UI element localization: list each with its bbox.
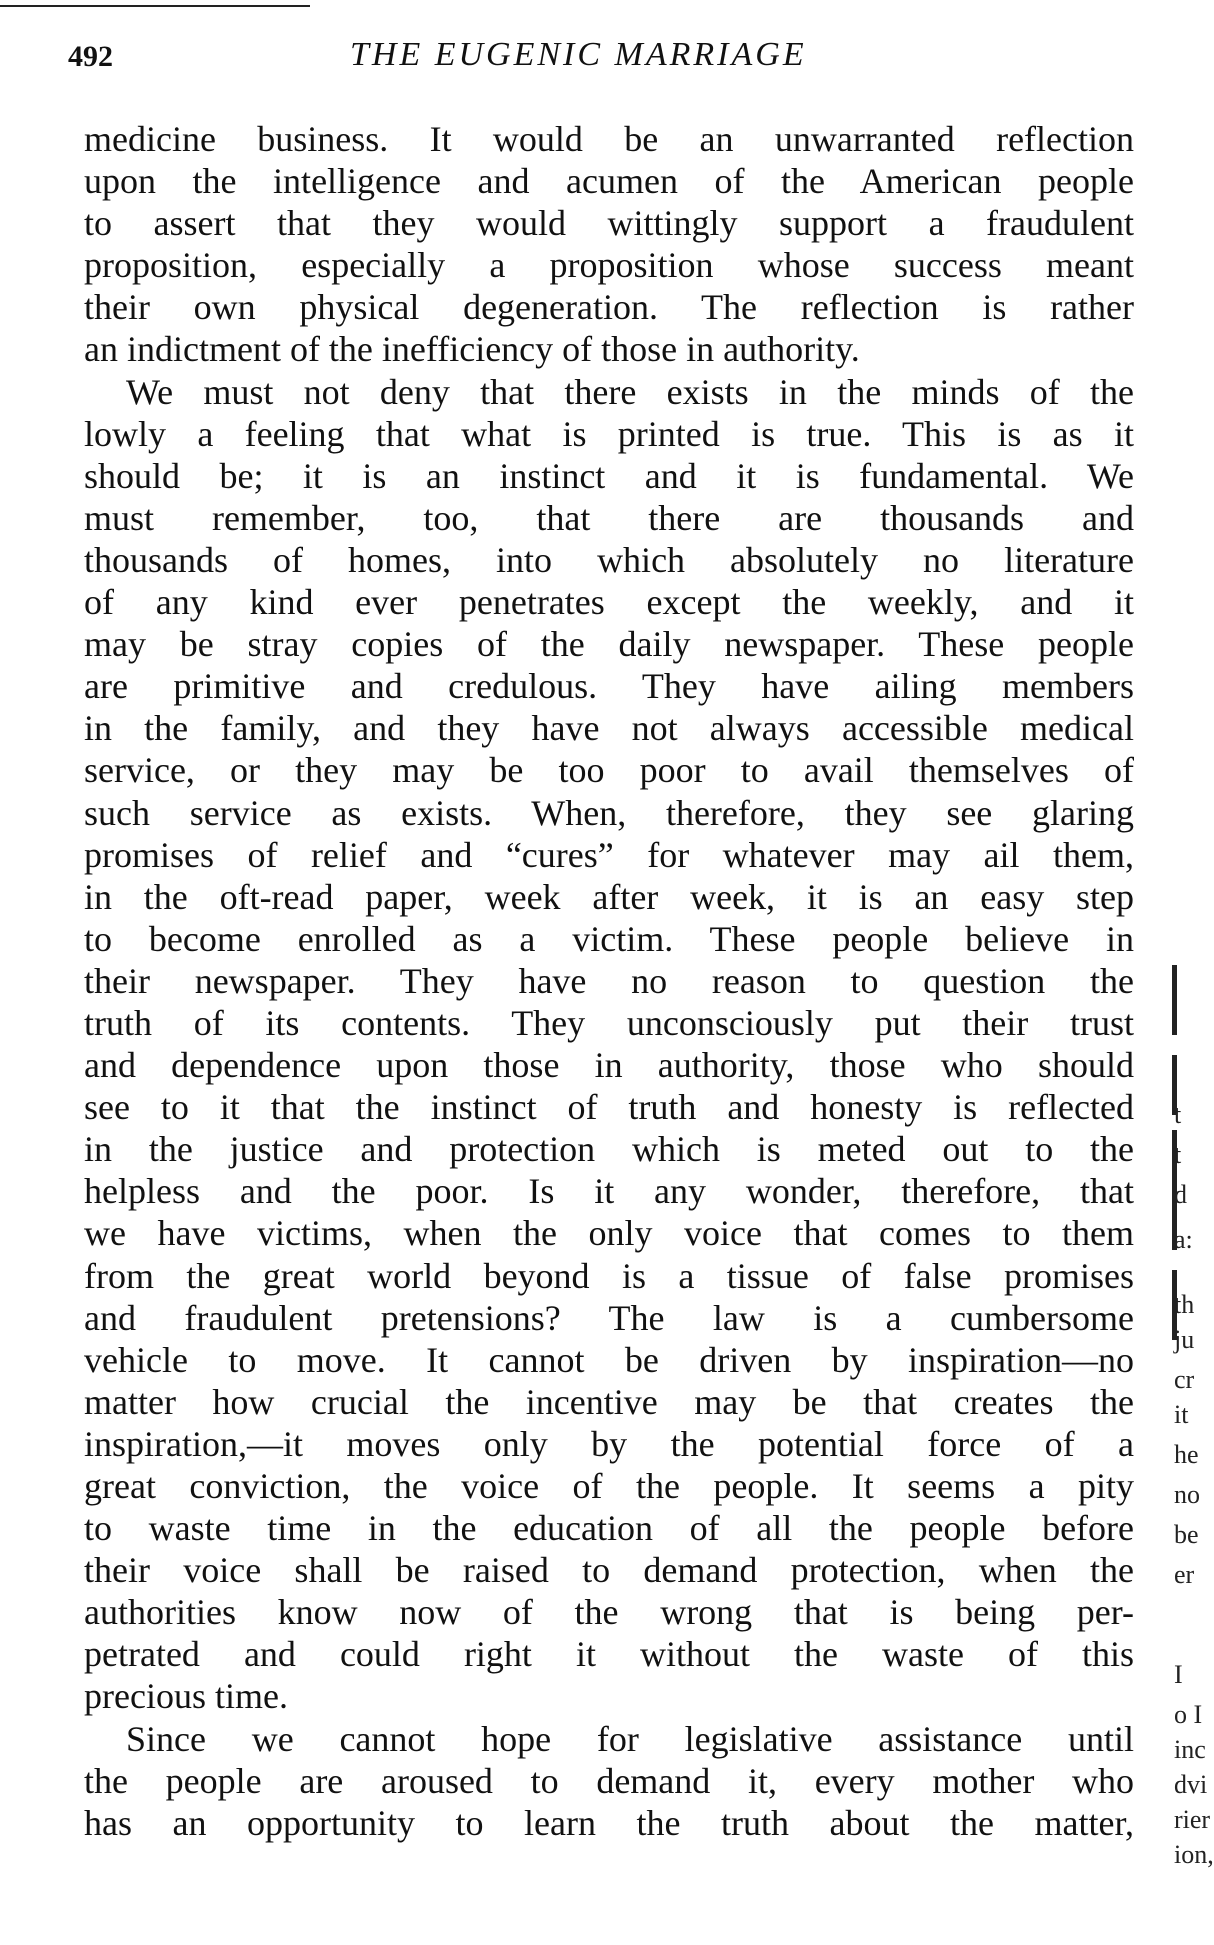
text-line: Since we cannot hope for legislative assistance until bbox=[126, 1718, 1134, 1759]
adjacent-page-fragment: I bbox=[1174, 1660, 1183, 1689]
text-line: are primitive and credulous. They have ailing members bbox=[84, 666, 1134, 707]
text-line: to become enrolled as a victim. These people believe in bbox=[84, 918, 1134, 959]
adjacent-page-fragment: t bbox=[1174, 1100, 1182, 1129]
running-head-title: THE EUGENIC MARRIAGE bbox=[350, 36, 807, 73]
text-line: we have victims, when the only voice that comes to them bbox=[84, 1213, 1134, 1254]
page-number: 492 bbox=[68, 40, 113, 73]
text-line: of any kind ever penetrates except the weekly, and it bbox=[84, 582, 1134, 623]
text-line: promises of relief and “cures” for whatever may ail them, bbox=[84, 834, 1134, 875]
text-line: may be stray copies of the daily newspaper. These people bbox=[84, 624, 1134, 665]
top-rule bbox=[0, 5, 310, 7]
text-line: lowly a feeling that what is printed is true. This is as it bbox=[84, 413, 1134, 454]
adjacent-page-fragment: th bbox=[1174, 1290, 1195, 1319]
text-line: their own physical degeneration. The reflection is rather bbox=[84, 287, 1134, 328]
adjacent-page-fragment: ju bbox=[1174, 1325, 1195, 1354]
adjacent-page-fragment: he bbox=[1174, 1440, 1199, 1469]
text-line: and dependence upon those in authority, those who should bbox=[84, 1045, 1134, 1086]
text-line: in the justice and protection which is meted out to the bbox=[84, 1129, 1134, 1170]
text-line: inspiration,—it moves only by the potential force of a bbox=[84, 1423, 1134, 1464]
adjacent-page-fragment: no bbox=[1174, 1480, 1200, 1509]
text-line: their voice shall be raised to demand protection, when the bbox=[84, 1550, 1134, 1591]
text-line: to assert that they would wittingly support a fraudulent bbox=[84, 203, 1134, 244]
text-line: in the family, and they have not always accessible medical bbox=[84, 708, 1134, 749]
text-line: an indictment of the inefficiency of those in authority. bbox=[84, 329, 860, 370]
text-line: matter how crucial the incentive may be that creates the bbox=[84, 1381, 1134, 1422]
text-line: We must not deny that there exists in the minds of the bbox=[126, 371, 1134, 412]
text-line: helpless and the poor. Is it any wonder, therefore, that bbox=[84, 1171, 1134, 1212]
text-line: petrated and could right it without the waste of this bbox=[84, 1634, 1134, 1675]
adjacent-page-fragment: rier bbox=[1174, 1805, 1211, 1834]
text-line: has an opportunity to learn the truth about the matter, bbox=[84, 1802, 1134, 1843]
text-line: upon the intelligence and acumen of the American people bbox=[84, 161, 1134, 202]
adjacent-page-fragment: dvi bbox=[1174, 1770, 1208, 1799]
adjacent-page-fragment: er bbox=[1174, 1560, 1195, 1589]
text-line: precious time. bbox=[84, 1676, 288, 1717]
text-line: should be; it is an instinct and it is fundamental. We bbox=[84, 455, 1134, 496]
adjacent-page-fragment: a: bbox=[1174, 1225, 1193, 1254]
text-line: in the oft-read paper, week after week, it is an easy step bbox=[84, 876, 1134, 917]
text-line: proposition, especially a proposition whose success meant bbox=[84, 245, 1134, 286]
adjacent-page-fragment: cr bbox=[1174, 1365, 1195, 1394]
text-line: such service as exists. When, therefore, they see glaring bbox=[84, 792, 1134, 833]
margin-bar bbox=[1172, 965, 1177, 1035]
text-line: see to it that the instinct of truth and honesty is reflected bbox=[84, 1087, 1134, 1128]
text-line: their newspaper. They have no reason to question the bbox=[84, 960, 1134, 1001]
adjacent-page-fragment: it bbox=[1174, 1400, 1189, 1429]
text-line: the people are aroused to demand it, every mother who bbox=[84, 1760, 1134, 1801]
adjacent-page-fragment: inc bbox=[1174, 1735, 1206, 1764]
text-line: medicine business. It would be an unwarranted reflection bbox=[84, 119, 1134, 159]
text-line: truth of its contents. They unconsciously put their trust bbox=[84, 1002, 1134, 1043]
body-text bbox=[84, 118, 1134, 1844]
text-line: must remember, too, that there are thousands and bbox=[84, 497, 1134, 538]
text-line: service, or they may be too poor to avail themselves of bbox=[84, 750, 1134, 791]
text-line: thousands of homes, into which absolutely no literature bbox=[84, 539, 1134, 580]
adjacent-page-fragment: be bbox=[1174, 1520, 1199, 1549]
text-line: to waste time in the education of all the people before bbox=[84, 1508, 1134, 1549]
text-line: great conviction, the voice of the people. It seems a pity bbox=[84, 1466, 1134, 1506]
adjacent-page-fragment: t bbox=[1174, 1140, 1182, 1169]
text-line: authorities know now of the wrong that is being per- bbox=[84, 1592, 1134, 1633]
text-line: and fraudulent pretensions? The law is a cumbersome bbox=[84, 1297, 1134, 1338]
adjacent-page-fragment: o I bbox=[1174, 1700, 1203, 1729]
text-line: from the great world beyond is a tissue of false promises bbox=[84, 1255, 1134, 1296]
text-line: vehicle to move. It cannot be driven by inspiration—no bbox=[84, 1339, 1134, 1380]
adjacent-page-fragment: ion, bbox=[1174, 1840, 1214, 1869]
adjacent-page-fragment: d bbox=[1174, 1180, 1187, 1209]
